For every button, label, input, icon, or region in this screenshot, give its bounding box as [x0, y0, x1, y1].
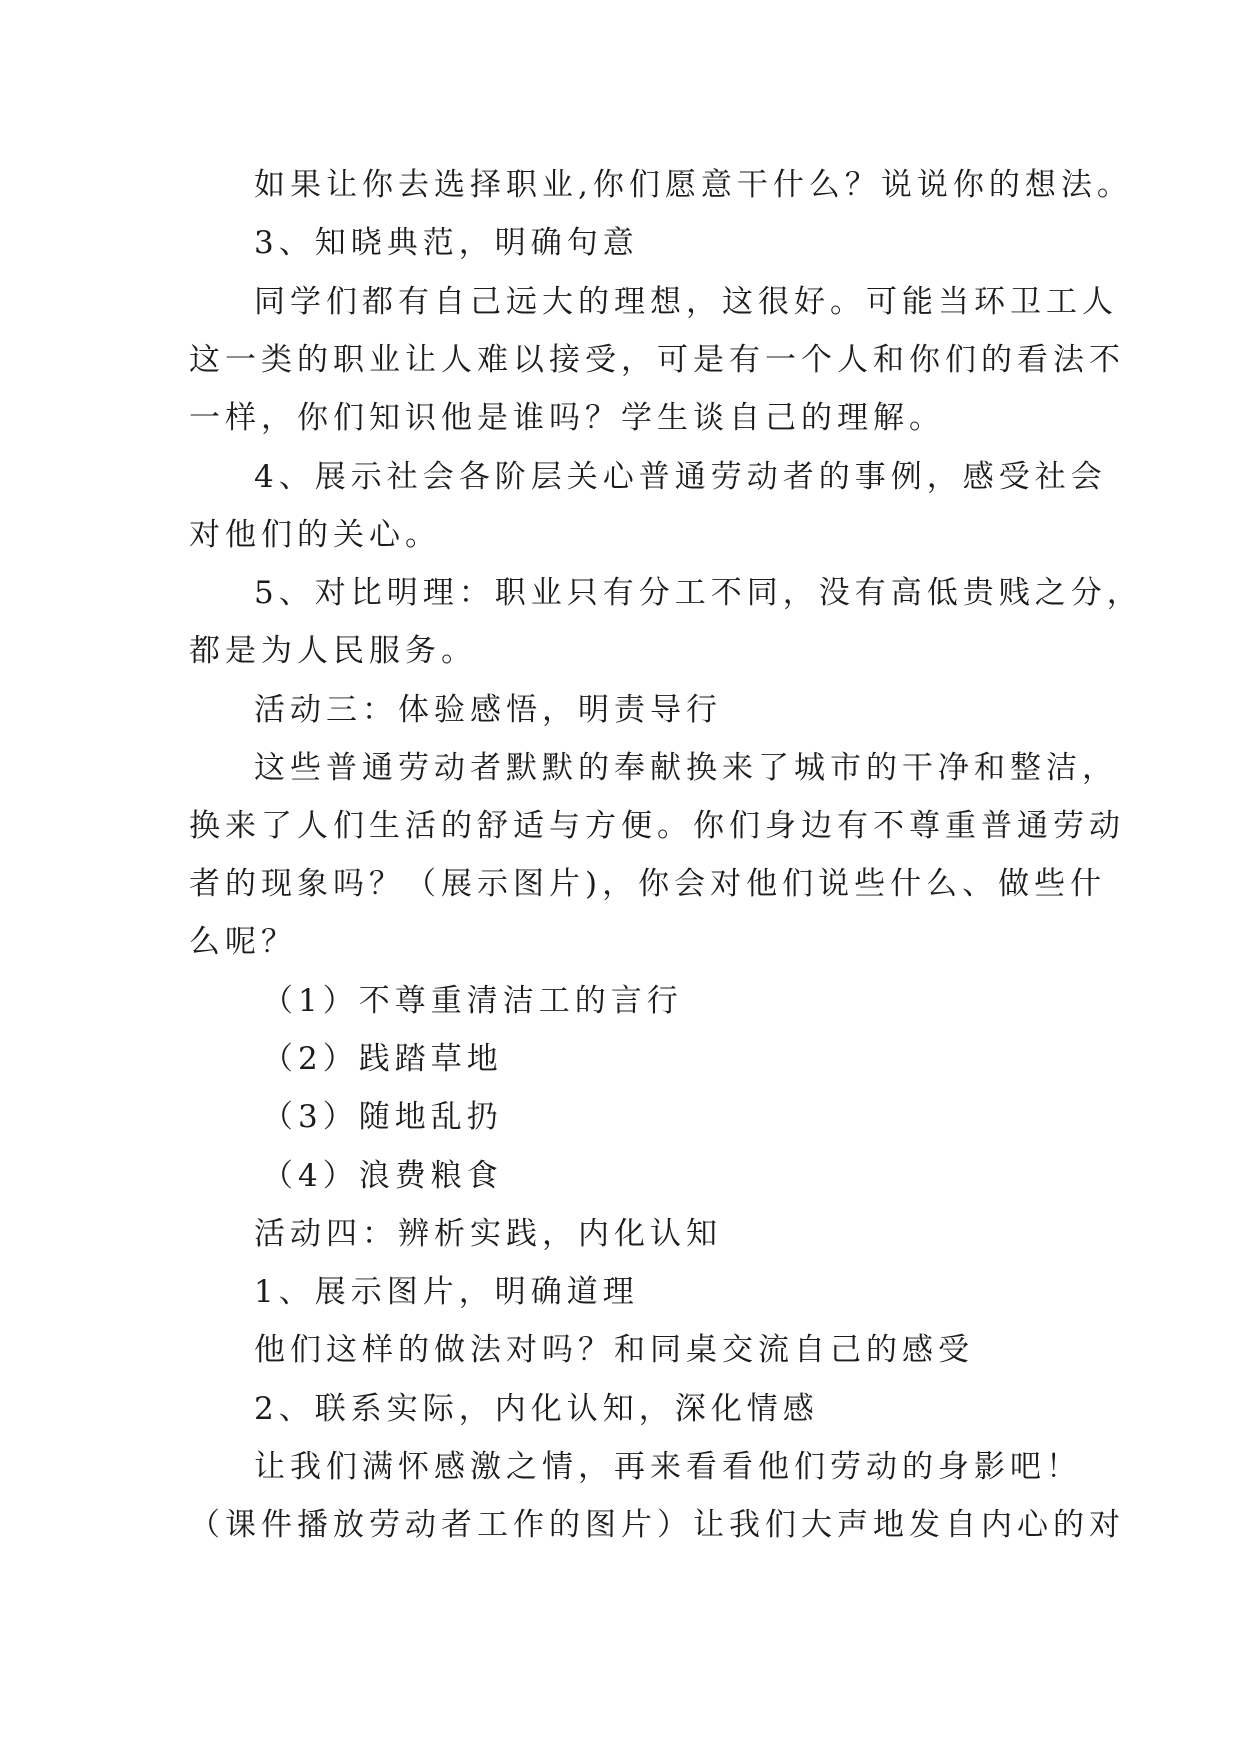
list-item: （2）践踏草地 [262, 1041, 503, 1077]
text-line: （课件播放劳动者工作的图片）让我们大声地发自内心的对 [189, 1507, 1125, 1543]
text-line: 这一类的职业让人难以接受，可是有一个人和你们的看法不 [189, 342, 1125, 378]
text-line: 对他们的关心。 [189, 517, 441, 553]
text-line: 同学们都有自己远大的理想，这很好。可能当环卫工人 [254, 284, 1118, 320]
text-line: 者的现象吗？（展示图片)，你会对他们说些什么、做些什 [189, 866, 1107, 902]
activity-heading: 活动三：体验感悟，明责导行 [254, 692, 722, 728]
section-heading: 4、展示社会各阶层关心普通劳动者的事例，感受社会 [254, 459, 1107, 495]
text-line: 么呢？ [189, 924, 297, 960]
text-line: 都是为人民服务。 [189, 633, 477, 669]
section-heading: 2、联系实际，内化认知，深化情感 [254, 1391, 819, 1427]
section-heading: 5、对比明理：职业只有分工不同，没有高低贵贱之分， [254, 575, 1143, 611]
text-line: 他们这样的做法对吗？和同桌交流自己的感受 [254, 1332, 974, 1368]
list-item: （4）浪费粮食 [262, 1158, 503, 1194]
text-line: 这些普通劳动者默默的奉献换来了城市的干净和整洁， [254, 750, 1118, 786]
activity-heading: 活动四：辨析实践，内化认知 [254, 1216, 722, 1252]
text-line: 如果让你去选择职业,你们愿意干什么？说说你的想法。 [254, 167, 1133, 203]
text-line: 一样，你们知识他是谁吗？学生谈自己的理解。 [189, 400, 945, 436]
list-item: （3）随地乱扔 [262, 1099, 503, 1135]
text-line: 换来了人们生活的舒适与方便。你们身边有不尊重普通劳动 [189, 808, 1125, 844]
text-line: 让我们满怀感激之情，再来看看他们劳动的身影吧！ [254, 1449, 1082, 1485]
section-heading: 1、展示图片，明确道理 [254, 1274, 639, 1310]
section-heading: 3、知晓典范，明确句意 [254, 225, 639, 261]
list-item: （1）不尊重清洁工的言行 [262, 983, 683, 1019]
